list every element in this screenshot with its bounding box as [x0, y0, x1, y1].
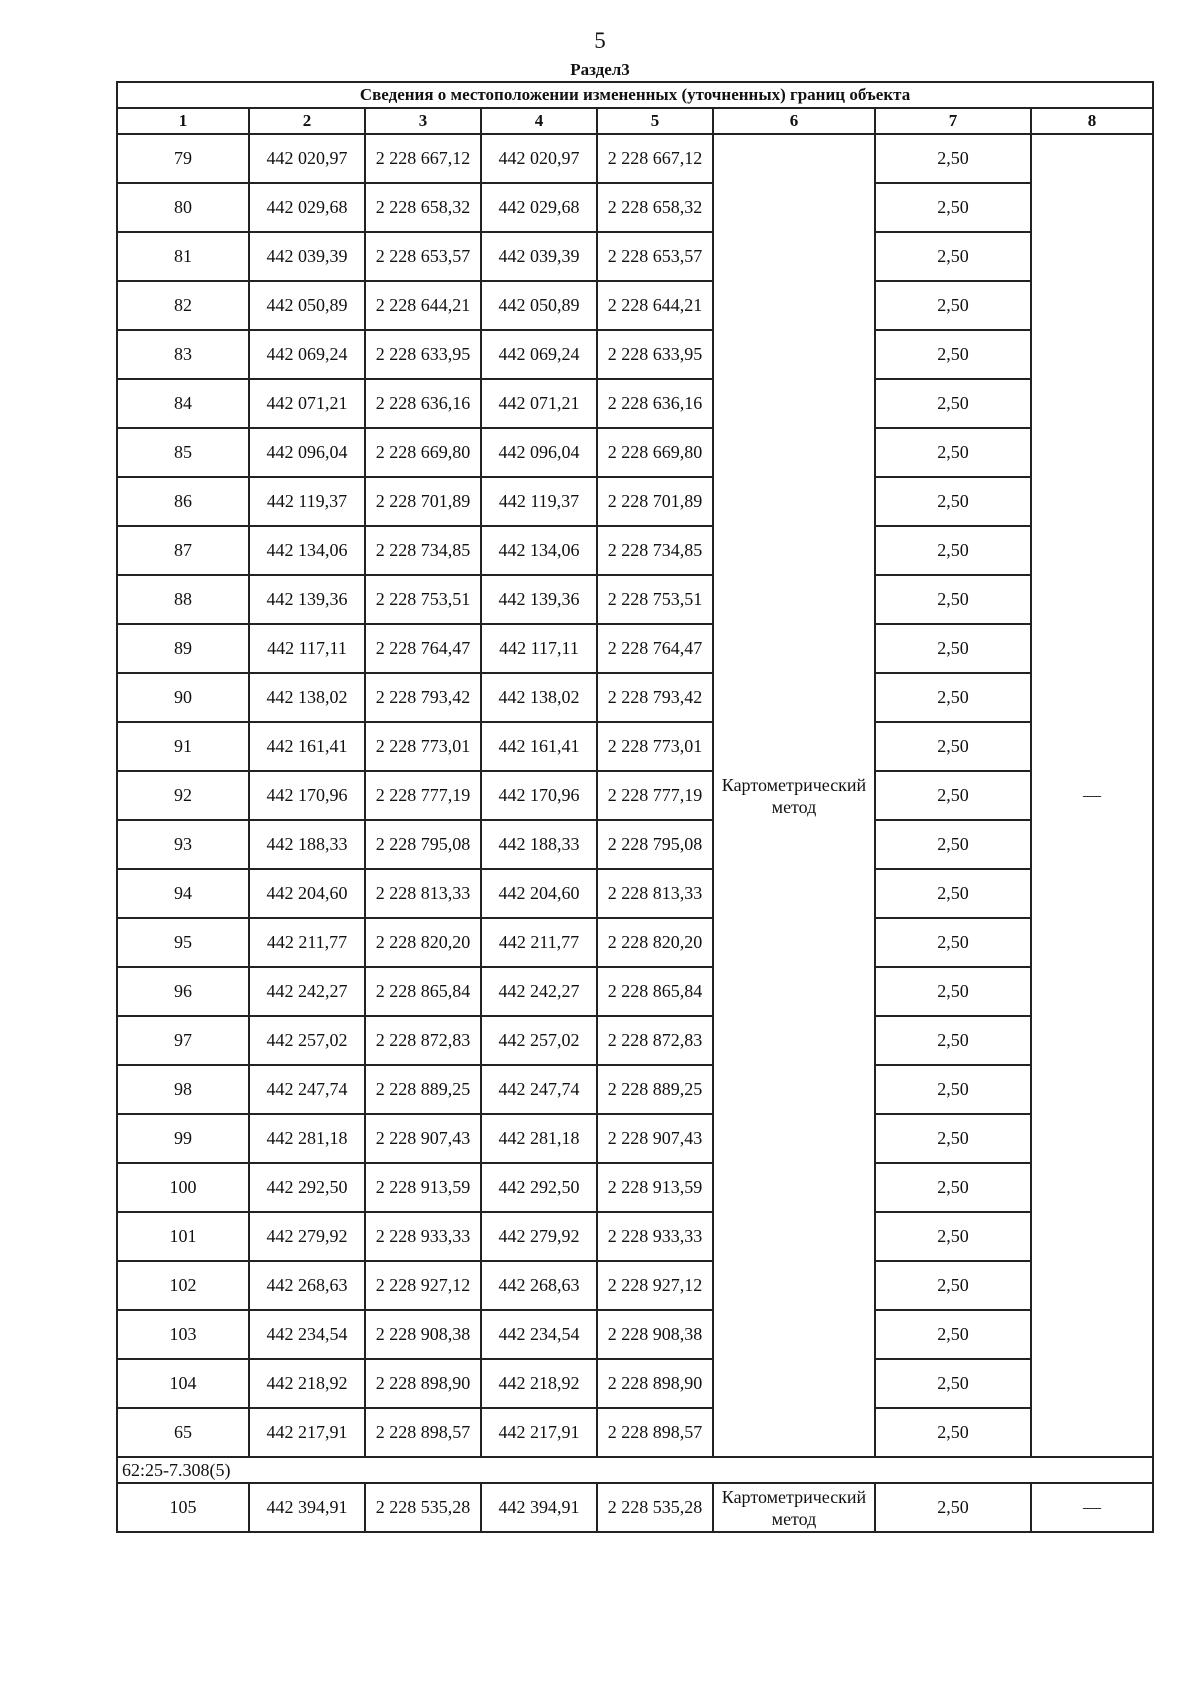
y-new-cell: 2 228 889,25 — [597, 1065, 713, 1114]
table-row — [117, 918, 1153, 967]
x-existing-cell: 442 170,96 — [249, 771, 365, 820]
y-existing-cell: 2 228 633,95 — [365, 330, 481, 379]
y-new-cell: 2 228 734,85 — [597, 526, 713, 575]
point-number-cell: 84 — [117, 379, 249, 428]
point-number-cell: 85 — [117, 428, 249, 477]
y-new-cell: 2 228 669,80 — [597, 428, 713, 477]
point-number-cell: 83 — [117, 330, 249, 379]
table-row — [117, 722, 1153, 771]
y-existing-cell: 2 228 908,38 — [365, 1310, 481, 1359]
accuracy-cell: 2,50 — [875, 330, 1031, 379]
accuracy-cell: 2,50 — [875, 967, 1031, 1016]
x-existing-cell: 442 039,39 — [249, 232, 365, 281]
x-existing-cell: 442 134,06 — [249, 526, 365, 575]
y-existing-cell: 2 228 653,57 — [365, 232, 481, 281]
accuracy-cell: 2,50 — [875, 1483, 1031, 1532]
x-new-cell: 442 138,02 — [481, 673, 597, 722]
point-number-cell: 87 — [117, 526, 249, 575]
y-new-cell: 2 228 633,95 — [597, 330, 713, 379]
y-new-cell: 2 228 820,20 — [597, 918, 713, 967]
y-existing-cell: 2 228 793,42 — [365, 673, 481, 722]
point-number-cell: 105 — [117, 1483, 249, 1532]
x-new-cell: 442 218,92 — [481, 1359, 597, 1408]
x-existing-cell: 442 119,37 — [249, 477, 365, 526]
accuracy-cell: 2,50 — [875, 1212, 1031, 1261]
x-existing-cell: 442 117,11 — [249, 624, 365, 673]
accuracy-cell: 2,50 — [875, 624, 1031, 673]
y-new-cell: 2 228 773,01 — [597, 722, 713, 771]
table-row — [117, 526, 1153, 575]
y-new-cell: 2 228 865,84 — [597, 967, 713, 1016]
x-new-cell: 442 247,74 — [481, 1065, 597, 1114]
parcel-subheader-row — [117, 1457, 1153, 1483]
y-new-cell: 2 228 898,57 — [597, 1408, 713, 1457]
x-existing-cell: 442 217,91 — [249, 1408, 365, 1457]
x-new-cell: 442 170,96 — [481, 771, 597, 820]
y-new-cell: 2 228 795,08 — [597, 820, 713, 869]
x-existing-cell: 442 257,02 — [249, 1016, 365, 1065]
table-row — [117, 1483, 1153, 1532]
point-number-cell: 65 — [117, 1408, 249, 1457]
x-new-cell: 442 139,36 — [481, 575, 597, 624]
x-new-cell: 442 211,77 — [481, 918, 597, 967]
x-existing-cell: 442 138,02 — [249, 673, 365, 722]
y-new-cell: 2 228 777,19 — [597, 771, 713, 820]
x-existing-cell: 442 211,77 — [249, 918, 365, 967]
column-header: 1 — [117, 108, 249, 134]
accuracy-cell: 2,50 — [875, 232, 1031, 281]
accuracy-cell: 2,50 — [875, 1261, 1031, 1310]
x-new-cell: 442 242,27 — [481, 967, 597, 1016]
y-existing-cell: 2 228 927,12 — [365, 1261, 481, 1310]
table-row — [117, 820, 1153, 869]
table-row — [117, 1016, 1153, 1065]
accuracy-cell: 2,50 — [875, 771, 1031, 820]
x-existing-cell: 442 139,36 — [249, 575, 365, 624]
table-row — [117, 183, 1153, 232]
point-number-cell: 101 — [117, 1212, 249, 1261]
x-new-cell: 442 117,11 — [481, 624, 597, 673]
x-existing-cell: 442 394,91 — [249, 1483, 365, 1532]
accuracy-cell: 2,50 — [875, 1114, 1031, 1163]
point-number-cell: 88 — [117, 575, 249, 624]
parcel-number: 62:25-7.308(5) — [117, 1457, 1153, 1483]
table-row — [117, 330, 1153, 379]
y-new-cell: 2 228 636,16 — [597, 379, 713, 428]
y-new-cell: 2 228 913,59 — [597, 1163, 713, 1212]
point-number-cell: 99 — [117, 1114, 249, 1163]
point-number-cell: 92 — [117, 771, 249, 820]
accuracy-cell: 2,50 — [875, 428, 1031, 477]
y-existing-cell: 2 228 701,89 — [365, 477, 481, 526]
point-number-cell: 95 — [117, 918, 249, 967]
y-new-cell: 2 228 653,57 — [597, 232, 713, 281]
y-new-cell: 2 228 793,42 — [597, 673, 713, 722]
y-existing-cell: 2 228 644,21 — [365, 281, 481, 330]
y-existing-cell: 2 228 535,28 — [365, 1483, 481, 1532]
y-existing-cell: 2 228 764,47 — [365, 624, 481, 673]
y-existing-cell: 2 228 669,80 — [365, 428, 481, 477]
table-row — [117, 477, 1153, 526]
table-row — [117, 1310, 1153, 1359]
page-number: 5 — [594, 28, 606, 53]
table-row — [117, 1359, 1153, 1408]
accuracy-cell: 2,50 — [875, 575, 1031, 624]
table-row — [117, 673, 1153, 722]
y-new-cell: 2 228 764,47 — [597, 624, 713, 673]
x-existing-cell: 442 218,92 — [249, 1359, 365, 1408]
x-existing-cell: 442 242,27 — [249, 967, 365, 1016]
accuracy-cell: 2,50 — [875, 673, 1031, 722]
column-header: 8 — [1031, 108, 1153, 134]
y-existing-cell: 2 228 667,12 — [365, 134, 481, 183]
x-existing-cell: 442 292,50 — [249, 1163, 365, 1212]
section-title: Раздел3 — [570, 60, 630, 79]
group2-body — [117, 1483, 1153, 1532]
accuracy-cell: 2,50 — [875, 526, 1031, 575]
x-existing-cell: 442 188,33 — [249, 820, 365, 869]
x-existing-cell: 442 247,74 — [249, 1065, 365, 1114]
table-row — [117, 575, 1153, 624]
x-new-cell: 442 134,06 — [481, 526, 597, 575]
table-row — [117, 869, 1153, 918]
x-new-cell: 442 069,24 — [481, 330, 597, 379]
group1-body — [117, 134, 1153, 1457]
table-row — [117, 232, 1153, 281]
point-number-cell: 97 — [117, 1016, 249, 1065]
table-row — [117, 1212, 1153, 1261]
table-row — [117, 1163, 1153, 1212]
x-existing-cell: 442 204,60 — [249, 869, 365, 918]
table-row — [117, 1114, 1153, 1163]
accuracy-cell: 2,50 — [875, 918, 1031, 967]
point-number-cell: 79 — [117, 134, 249, 183]
y-new-cell: 2 228 753,51 — [597, 575, 713, 624]
table-caption: Сведения о местоположении измененных (уточненных) границ объекта — [117, 82, 1153, 108]
x-new-cell: 442 281,18 — [481, 1114, 597, 1163]
accuracy-cell: 2,50 — [875, 820, 1031, 869]
point-number-cell: 90 — [117, 673, 249, 722]
y-new-cell: 2 228 658,32 — [597, 183, 713, 232]
point-number-cell: 102 — [117, 1261, 249, 1310]
column-header: 2 — [249, 108, 365, 134]
accuracy-cell: 2,50 — [875, 379, 1031, 428]
x-existing-cell: 442 268,63 — [249, 1261, 365, 1310]
y-new-cell: 2 228 908,38 — [597, 1310, 713, 1359]
x-new-cell: 442 119,37 — [481, 477, 597, 526]
point-number-cell: 80 — [117, 183, 249, 232]
x-new-cell: 442 394,91 — [481, 1483, 597, 1532]
column-header: 3 — [365, 108, 481, 134]
y-existing-cell: 2 228 773,01 — [365, 722, 481, 771]
table-row — [117, 1408, 1153, 1457]
accuracy-cell: 2,50 — [875, 281, 1031, 330]
accuracy-cell: 2,50 — [875, 134, 1031, 183]
x-new-cell: 442 161,41 — [481, 722, 597, 771]
y-existing-cell: 2 228 907,43 — [365, 1114, 481, 1163]
y-existing-cell: 2 228 913,59 — [365, 1163, 481, 1212]
accuracy-cell: 2,50 — [875, 1310, 1031, 1359]
y-new-cell: 2 228 933,33 — [597, 1212, 713, 1261]
point-number-cell: 100 — [117, 1163, 249, 1212]
accuracy-cell: 2,50 — [875, 1408, 1031, 1457]
description-cell: — — [1031, 134, 1153, 1457]
y-existing-cell: 2 228 898,57 — [365, 1408, 481, 1457]
point-number-cell: 104 — [117, 1359, 249, 1408]
x-new-cell: 442 029,68 — [481, 183, 597, 232]
x-new-cell: 442 279,92 — [481, 1212, 597, 1261]
column-header: 6 — [713, 108, 875, 134]
y-new-cell: 2 228 535,28 — [597, 1483, 713, 1532]
y-existing-cell: 2 228 820,20 — [365, 918, 481, 967]
y-existing-cell: 2 228 813,33 — [365, 869, 481, 918]
y-new-cell: 2 228 907,43 — [597, 1114, 713, 1163]
x-existing-cell: 442 050,89 — [249, 281, 365, 330]
column-header: 4 — [481, 108, 597, 134]
table-row — [117, 134, 1153, 183]
table-row — [117, 771, 1153, 820]
y-existing-cell: 2 228 889,25 — [365, 1065, 481, 1114]
y-new-cell: 2 228 927,12 — [597, 1261, 713, 1310]
table-row — [117, 281, 1153, 330]
x-existing-cell: 442 279,92 — [249, 1212, 365, 1261]
x-existing-cell: 442 071,21 — [249, 379, 365, 428]
y-new-cell: 2 228 898,90 — [597, 1359, 713, 1408]
x-existing-cell: 442 020,97 — [249, 134, 365, 183]
y-existing-cell: 2 228 898,90 — [365, 1359, 481, 1408]
description-cell: — — [1031, 1483, 1153, 1532]
x-new-cell: 442 020,97 — [481, 134, 597, 183]
y-new-cell: 2 228 813,33 — [597, 869, 713, 918]
x-new-cell: 442 096,04 — [481, 428, 597, 477]
accuracy-cell: 2,50 — [875, 477, 1031, 526]
point-number-cell: 81 — [117, 232, 249, 281]
x-new-cell: 442 292,50 — [481, 1163, 597, 1212]
y-existing-cell: 2 228 734,85 — [365, 526, 481, 575]
point-number-cell: 93 — [117, 820, 249, 869]
accuracy-cell: 2,50 — [875, 722, 1031, 771]
point-number-cell: 94 — [117, 869, 249, 918]
y-existing-cell: 2 228 872,83 — [365, 1016, 481, 1065]
table-row — [117, 624, 1153, 673]
accuracy-cell: 2,50 — [875, 869, 1031, 918]
x-existing-cell: 442 069,24 — [249, 330, 365, 379]
y-existing-cell: 2 228 753,51 — [365, 575, 481, 624]
x-existing-cell: 442 096,04 — [249, 428, 365, 477]
x-existing-cell: 442 234,54 — [249, 1310, 365, 1359]
y-existing-cell: 2 228 865,84 — [365, 967, 481, 1016]
x-new-cell: 442 268,63 — [481, 1261, 597, 1310]
y-new-cell: 2 228 872,83 — [597, 1016, 713, 1065]
y-existing-cell: 2 228 636,16 — [365, 379, 481, 428]
x-existing-cell: 442 029,68 — [249, 183, 365, 232]
point-number-cell: 82 — [117, 281, 249, 330]
y-new-cell: 2 228 644,21 — [597, 281, 713, 330]
x-existing-cell: 442 281,18 — [249, 1114, 365, 1163]
x-new-cell: 442 050,89 — [481, 281, 597, 330]
point-number-cell: 89 — [117, 624, 249, 673]
point-number-cell: 96 — [117, 967, 249, 1016]
method-cell: Картометрический метод — [713, 1483, 875, 1532]
x-new-cell: 442 257,02 — [481, 1016, 597, 1065]
y-existing-cell: 2 228 658,32 — [365, 183, 481, 232]
accuracy-cell: 2,50 — [875, 183, 1031, 232]
table-row — [117, 428, 1153, 477]
y-new-cell: 2 228 667,12 — [597, 134, 713, 183]
x-new-cell: 442 039,39 — [481, 232, 597, 281]
method-cell: Картометрический метод — [713, 134, 875, 1457]
point-number-cell: 86 — [117, 477, 249, 526]
x-new-cell: 442 188,33 — [481, 820, 597, 869]
x-new-cell: 442 217,91 — [481, 1408, 597, 1457]
x-new-cell: 442 071,21 — [481, 379, 597, 428]
boundary-table — [116, 81, 1154, 1533]
accuracy-cell: 2,50 — [875, 1359, 1031, 1408]
y-new-cell: 2 228 701,89 — [597, 477, 713, 526]
point-number-cell: 98 — [117, 1065, 249, 1114]
table-row — [117, 379, 1153, 428]
column-header: 5 — [597, 108, 713, 134]
x-existing-cell: 442 161,41 — [249, 722, 365, 771]
y-existing-cell: 2 228 777,19 — [365, 771, 481, 820]
y-existing-cell: 2 228 795,08 — [365, 820, 481, 869]
accuracy-cell: 2,50 — [875, 1016, 1031, 1065]
table-row — [117, 1261, 1153, 1310]
column-header-row — [117, 108, 1153, 134]
column-header: 7 — [875, 108, 1031, 134]
accuracy-cell: 2,50 — [875, 1163, 1031, 1212]
table-row — [117, 967, 1153, 1016]
x-new-cell: 442 234,54 — [481, 1310, 597, 1359]
table-row — [117, 1065, 1153, 1114]
accuracy-cell: 2,50 — [875, 1065, 1031, 1114]
point-number-cell: 91 — [117, 722, 249, 771]
point-number-cell: 103 — [117, 1310, 249, 1359]
y-existing-cell: 2 228 933,33 — [365, 1212, 481, 1261]
x-new-cell: 442 204,60 — [481, 869, 597, 918]
